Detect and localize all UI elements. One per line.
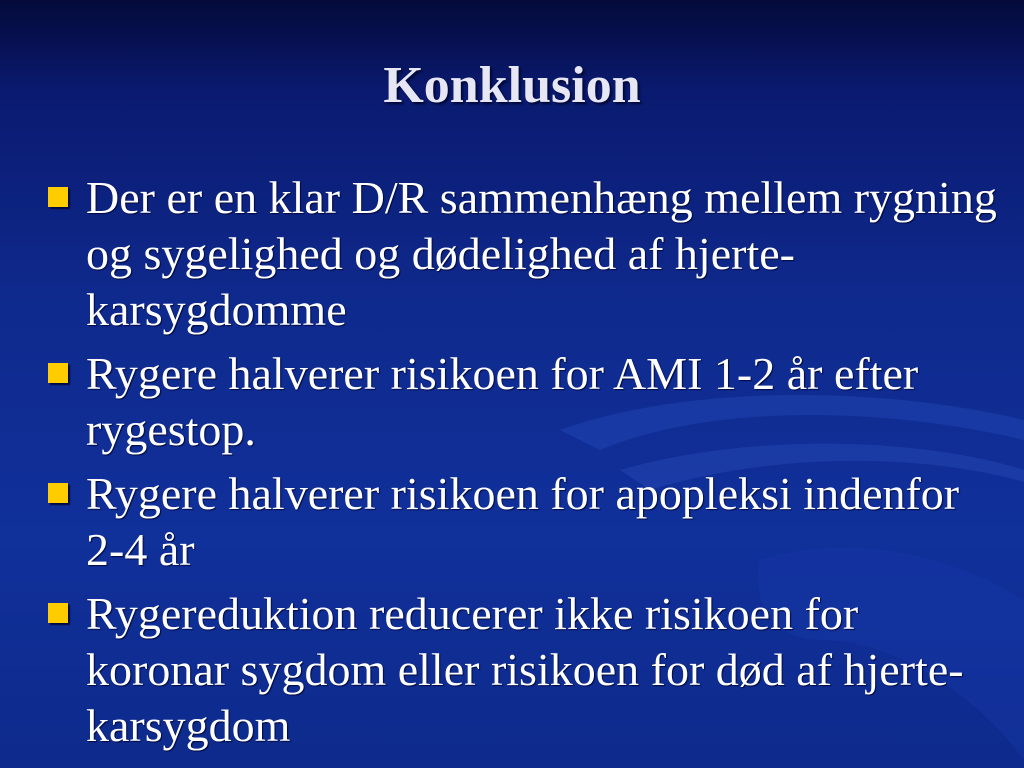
slide-title: Konklusion [383,57,641,114]
bullet-list [46,170,1006,762]
bullet-text: Rygereduktion reducerer ikke risikoen for koronar sygdom eller risikoen for død af hjerte-karsygdom [86,588,964,751]
bullet-item [46,586,1006,754]
square-bullet-icon [48,363,68,383]
bullet-text: Rygere halverer risikoen for apopleksi indenfor 2-4 år [86,468,960,575]
square-bullet-icon [48,187,68,207]
bullet-text: Der er en klar D/R sammenhæng mellem rygning og sygelighed og dødelighed af hjerte-karsygdomme [86,172,997,335]
square-bullet-icon [48,603,68,623]
square-bullet-icon [48,483,68,503]
bullet-item [46,466,1006,578]
bullet-item [46,346,1006,458]
bullet-text: Rygere halverer risikoen for AMI 1-2 år efter rygestop. [86,348,919,455]
bullet-item [46,170,1006,338]
